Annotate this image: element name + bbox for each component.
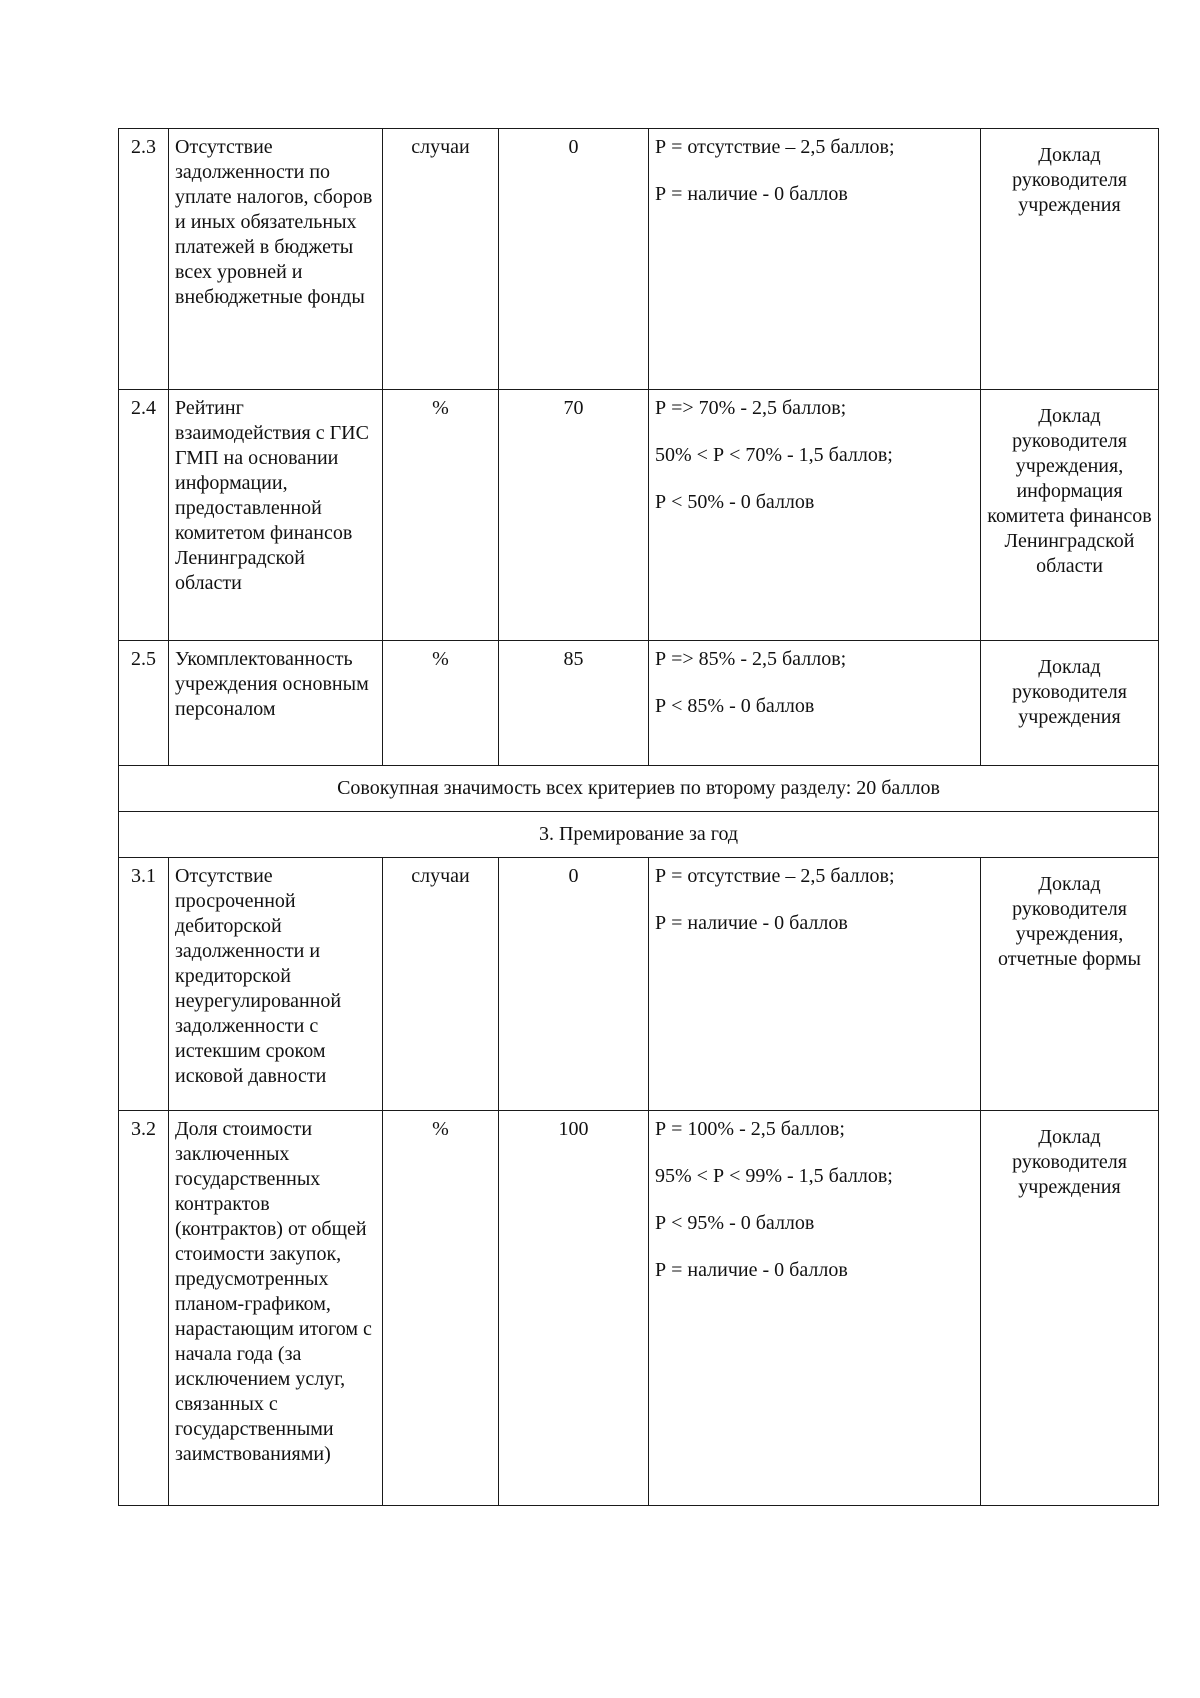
source-cell: Доклад руководителя учреждения xyxy=(981,1111,1159,1506)
value-cell: 0 xyxy=(499,858,649,1111)
row-number: 2.4 xyxy=(119,390,169,641)
value-cell: 0 xyxy=(499,129,649,390)
formula-line: Р < 85% - 0 баллов xyxy=(655,695,815,717)
table-row xyxy=(119,129,1159,390)
formula-line: Р = наличие - 0 баллов xyxy=(655,1259,848,1281)
criterion-text: Отсутствие задолженности по уплате налогов, сборов и иных обязательных платежей в бюджеты всех уровней и внебюджетные фонды xyxy=(169,129,383,390)
unit-cell: % xyxy=(383,641,499,766)
formula-line: Р < 50% - 0 баллов xyxy=(655,491,815,513)
value-cell: 70 xyxy=(499,390,649,641)
source-cell: Доклад руководителя учреждения xyxy=(981,641,1159,766)
formula-line: 50% < Р < 70% - 1,5 баллов; xyxy=(655,444,893,466)
formula-line: Р = отсутствие – 2,5 баллов; xyxy=(655,136,895,158)
value-cell: 100 xyxy=(499,1111,649,1506)
criteria-table xyxy=(118,128,1159,1506)
formula-line: 95% < Р < 99% - 1,5 баллов; xyxy=(655,1165,893,1187)
table-row xyxy=(119,641,1159,766)
source-cell: Доклад руководителя учреждения xyxy=(981,129,1159,390)
formula-line: Р < 95% - 0 баллов xyxy=(655,1212,815,1234)
table-row xyxy=(119,1111,1159,1506)
criterion-text: Укомплектованность учреждения основным персоналом xyxy=(169,641,383,766)
section-header-row xyxy=(119,812,1159,858)
formula-cell xyxy=(649,641,981,766)
formula-line: Р = отсутствие – 2,5 баллов; xyxy=(655,865,895,887)
formula-line: Р = наличие - 0 баллов xyxy=(655,183,848,205)
formula-cell xyxy=(649,390,981,641)
source-cell: Доклад руководителя учреждения, информация комитета финансов Ленинградской области xyxy=(981,390,1159,641)
row-number: 3.1 xyxy=(119,858,169,1111)
unit-cell: % xyxy=(383,1111,499,1506)
criterion-text: Рейтинг взаимодействия с ГИС ГМП на основании информации, предоставленной комитетом финансов Ленинградской области xyxy=(169,390,383,641)
row-number: 2.5 xyxy=(119,641,169,766)
table-row xyxy=(119,390,1159,641)
criterion-text: Отсутствие просроченной дебиторской задолженности и кредиторской неурегулированной задолженности с истекшим сроком исковой давности xyxy=(169,858,383,1111)
formula-cell xyxy=(649,129,981,390)
section3-title: 3. Премирование за год xyxy=(119,812,1159,858)
formula-line: Р = 100% - 2,5 баллов; xyxy=(655,1118,845,1140)
criterion-text: Доля стоимости заключенных государственных контрактов (контрактов) от общей стоимости закупок, предусмотренных планом-графиком, нарастающим итогом с начала года (за исключением услуг, связанных с государственными заимствованиями) xyxy=(169,1111,383,1506)
value-cell: 85 xyxy=(499,641,649,766)
section-total-row xyxy=(119,766,1159,812)
source-cell: Доклад руководителя учреждения, отчетные формы xyxy=(981,858,1159,1111)
formula-line: Р => 70% - 2,5 баллов; xyxy=(655,397,847,419)
row-number: 2.3 xyxy=(119,129,169,390)
table-row xyxy=(119,858,1159,1111)
formula-cell xyxy=(649,1111,981,1506)
formula-cell xyxy=(649,858,981,1111)
document-page xyxy=(118,128,1158,1506)
formula-line: Р => 85% - 2,5 баллов; xyxy=(655,648,847,670)
row-number: 3.2 xyxy=(119,1111,169,1506)
section2-total: Совокупная значимость всех критериев по второму разделу: 20 баллов xyxy=(119,766,1159,812)
unit-cell: случаи xyxy=(383,858,499,1111)
unit-cell: случаи xyxy=(383,129,499,390)
unit-cell: % xyxy=(383,390,499,641)
formula-line: Р = наличие - 0 баллов xyxy=(655,912,848,934)
